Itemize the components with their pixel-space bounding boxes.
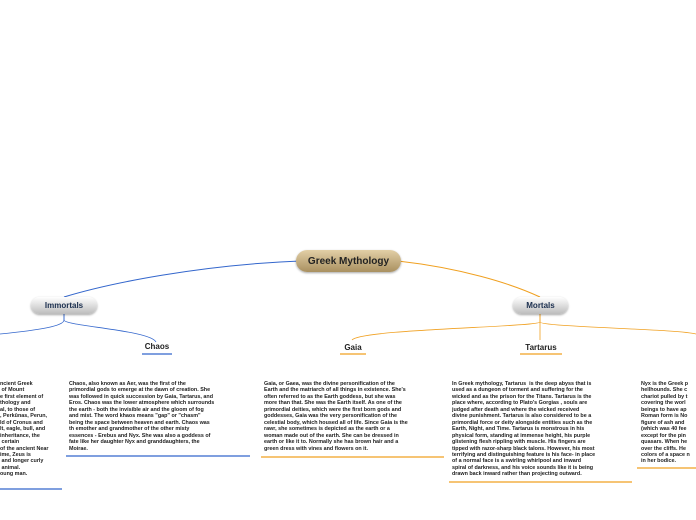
note-gaia: Gaia, or Gaea, was the divine personification of the Earth and the matriarch of all things in existence. She's often referred to as the Earth goddess, but she was more than that. She was the Earth itself. As one of the primordial deities, which were the first born gods and goddesses, Gaia was the very personification of the celestial body, which housed all of life. Since Gaia is the rawr, she sometimes is depicted as the earth or a woman made out of the earth. She can be dressed in earth or like it to. Normally she has brown hair and a green dress with vines and flowers on it. <box>264 381 408 452</box>
main-topic-mortals-label: Mortals <box>526 301 555 310</box>
note-tartarus: In Greek mythology, Tartarus is the deep abyss that is used as a dungeon of torment and suffering for the wicked and as the prison for the Titans. Tartarus is the place where, according to Plato's Gorgias , souls are judged after death and where the wicked received divine punishment. Tartarus is also considered to be a primordial force or deity alongside entities such as the Earth, Night, and Time. Tartarus is monstrous in his physical form, standing at immense height, his purple glistening flesh rippling with muscle. His fingers are tipped with razor-sharp black talons. However, his most terrifying and distinguishing feature is his face- in place of a normal face is a swirling whirlpool and inward spiral of darkness, and his voice sounds like it is being drawn back inward rather than projecting outward. <box>452 381 596 478</box>
link-root-mortals <box>398 261 540 297</box>
main-topic-immortals-label: Immortals <box>44 301 84 310</box>
link-mortals-nyx <box>540 314 696 334</box>
link-immortals-zeus <box>0 314 64 334</box>
note-zeus: ncient Greek of Mount e first element of thology and al, to those of , Perkūnas, Perun, ld of Cronus and lt, eagle, bull, and inheritance, the certain of the ancient Near ime, Zeus is and longer curly animal. oung man. <box>0 381 49 478</box>
subtopic-chaos[interactable]: Chaos <box>144 342 170 351</box>
link-mortals-gaia <box>352 314 540 340</box>
subtopic-tartarus[interactable]: Tartarus <box>525 343 557 352</box>
central-topic-label: Greek Mythology <box>307 255 390 267</box>
main-topic-mortals[interactable] <box>513 297 568 314</box>
note-chaos: Chaos, also known as Aer, was the first of the primordial gods to emerge at the dawn of creation. She was followed in quick succession by Gaia, Tartarus, and Eros. Chaos was the lower atmosphere which surrounds the earth - both the invisible air and the gloom of fog and mist. The word khaos means "gap" or "chasm" being the space between heaven and earth. Chaos was th emother and grandmother of the other misty essences - Erebus and Nyx. She was also a goddess of fate like her daughter Nyx and granddaughters, the Moirae. <box>69 381 215 452</box>
link-immortals-chaos <box>64 314 156 342</box>
link-root-immortals <box>64 261 300 297</box>
central-topic[interactable] <box>296 250 401 272</box>
note-nyx: Nyx is the Greek p hellhounds. She c chariot pulled by t covering the worl beings to have ap Roman form is No figure of ash and (which was 40 fee except for the pin quasars. When he over the cliffs. He colors of a space n in her bodice. <box>641 381 690 465</box>
main-topic-immortals[interactable] <box>31 297 97 314</box>
subtopic-gaia[interactable]: Gaia <box>344 343 362 352</box>
